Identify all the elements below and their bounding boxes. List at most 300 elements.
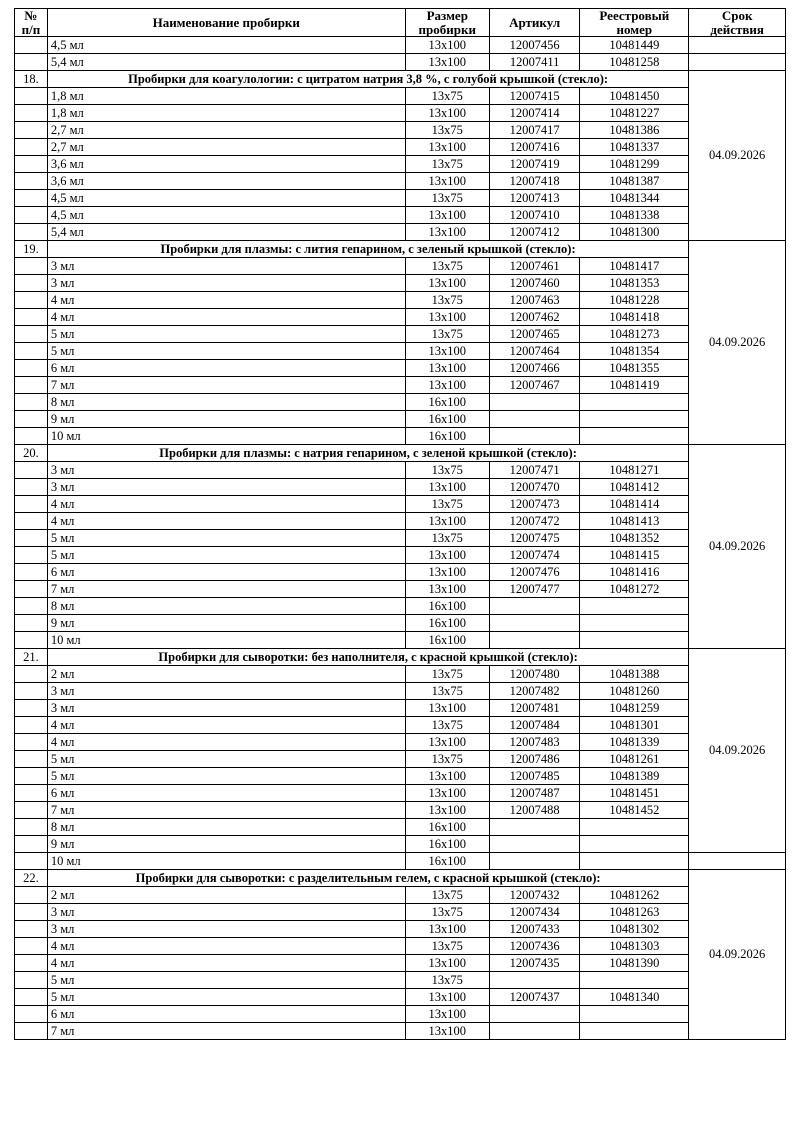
tube-size-cell: 13x100 [405,785,489,802]
registry-number-cell: 10481300 [580,224,689,241]
tube-volume-cell: 3 мл [47,462,405,479]
registry-number-cell: 10481388 [580,666,689,683]
table-row [15,207,786,224]
tube-volume-cell: 7 мл [47,802,405,819]
tube-size-cell: 13x75 [405,938,489,955]
registry-number-cell: 10481299 [580,156,689,173]
tube-size-cell: 13x100 [405,1023,489,1040]
row-number-cell [15,785,48,802]
article-cell: 12007465 [489,326,579,343]
column-header-size-line1: Размер [426,8,468,23]
table-row [15,853,786,870]
table-row [15,496,786,513]
tube-volume-cell: 5 мл [47,547,405,564]
registry-number-cell: 10481450 [580,88,689,105]
tube-volume-cell: 4 мл [47,717,405,734]
table-row [15,411,786,428]
tube-size-cell: 13x100 [405,173,489,190]
article-cell [489,632,579,649]
article-cell: 12007484 [489,717,579,734]
table-row [15,734,786,751]
registry-number-cell: 10481354 [580,343,689,360]
tube-volume-cell: 4 мл [47,292,405,309]
table-row [15,1006,786,1023]
table-row [15,700,786,717]
tube-volume-cell: 3,6 мл [47,156,405,173]
tube-size-cell: 16x100 [405,615,489,632]
registry-number-cell: 10481302 [580,921,689,938]
row-number-cell [15,156,48,173]
validity-term-cell: 04.09.2026 [689,649,786,853]
tube-volume-cell: 5 мл [47,768,405,785]
group-title-cell: Пробирки для сыворотки: без наполнителя, с красной крышкой (стекло): [47,649,688,666]
row-number-cell [15,360,48,377]
article-cell: 12007487 [489,785,579,802]
tube-size-cell: 13x75 [405,751,489,768]
tube-volume-cell: 3 мл [47,258,405,275]
row-number-cell [15,479,48,496]
article-cell: 12007467 [489,377,579,394]
column-header-size [405,9,489,37]
row-number-cell [15,751,48,768]
tube-volume-cell: 10 мл [47,428,405,445]
tube-size-cell: 13x100 [405,309,489,326]
registry-number-cell: 10481413 [580,513,689,530]
article-cell: 12007485 [489,768,579,785]
registry-number-cell: 10481273 [580,326,689,343]
registry-number-cell: 10481227 [580,105,689,122]
row-number-cell [15,955,48,972]
table-row [15,768,786,785]
table-group-row [15,649,786,666]
validity-term-cell: 04.09.2026 [689,71,786,241]
registry-number-cell [580,836,689,853]
tube-volume-cell: 5,4 мл [47,54,405,71]
article-cell: 12007433 [489,921,579,938]
tube-size-cell: 13x75 [405,190,489,207]
article-cell: 12007461 [489,258,579,275]
tube-volume-cell: 10 мл [47,632,405,649]
tube-volume-cell: 5 мл [47,343,405,360]
tube-volume-cell: 4,5 мл [47,190,405,207]
article-cell: 12007416 [489,139,579,156]
article-cell: 12007482 [489,683,579,700]
table-row [15,37,786,54]
row-number-cell [15,88,48,105]
group-title-cell: Пробирки для плазмы: с лития гепарином, с зеленый крышкой (стекло): [47,241,688,258]
tube-volume-cell: 3 мл [47,904,405,921]
table-row [15,530,786,547]
tube-size-cell: 13x100 [405,1006,489,1023]
tube-volume-cell: 4 мл [47,938,405,955]
column-header-size-line2: пробирки [418,21,476,37]
row-number-cell [15,989,48,1006]
tube-size-cell: 16x100 [405,411,489,428]
article-cell: 12007412 [489,224,579,241]
table-body [15,37,786,1040]
article-cell: 12007417 [489,122,579,139]
tube-size-cell: 13x75 [405,683,489,700]
registry-number-cell [580,1006,689,1023]
row-number-cell [15,564,48,581]
article-cell: 12007415 [489,88,579,105]
article-cell [489,1023,579,1040]
table-row [15,972,786,989]
tube-volume-cell: 1,8 мл [47,88,405,105]
validity-term-cell: 04.09.2026 [689,870,786,1040]
registry-number-cell: 10481339 [580,734,689,751]
column-header-article: Артикул [489,9,579,37]
registry-number-cell: 10481451 [580,785,689,802]
table-row [15,564,786,581]
tube-volume-cell: 10 мл [47,853,405,870]
row-number-cell [15,309,48,326]
article-cell [489,853,579,870]
column-header-number-line2: п/п [21,21,41,37]
row-number-cell [15,683,48,700]
tube-volume-cell: 5 мл [47,530,405,547]
table-row [15,54,786,71]
table-row [15,343,786,360]
tube-size-cell: 13x75 [405,972,489,989]
validity-term-cell [689,37,786,54]
tube-volume-cell: 4 мл [47,734,405,751]
registry-number-cell: 10481389 [580,768,689,785]
table-row [15,819,786,836]
article-cell: 12007466 [489,360,579,377]
article-cell [489,836,579,853]
row-number-cell [15,921,48,938]
tube-size-cell: 13x100 [405,513,489,530]
row-number-cell [15,343,48,360]
column-header-term [689,9,786,37]
table-row [15,632,786,649]
table-row [15,887,786,904]
row-number-cell: 19. [15,241,48,258]
row-number-cell: 22. [15,870,48,887]
row-number-cell [15,292,48,309]
row-number-cell [15,768,48,785]
registry-number-cell [580,411,689,428]
table-row [15,989,786,1006]
table-row [15,275,786,292]
group-title-cell: Пробирки для коагулологии: с цитратом натрия 3,8 %, с голубой крышкой (стекло): [47,71,688,88]
registry-number-cell: 10481337 [580,139,689,156]
article-cell [489,428,579,445]
tube-volume-cell: 4 мл [47,513,405,530]
article-cell: 12007483 [489,734,579,751]
registry-number-cell: 10481338 [580,207,689,224]
tube-size-cell: 13x100 [405,224,489,241]
registry-number-cell: 10481414 [580,496,689,513]
table-row [15,666,786,683]
article-cell: 12007471 [489,462,579,479]
table-row [15,88,786,105]
tube-size-cell: 13x75 [405,530,489,547]
column-header-registry-line2: номер [616,21,653,37]
tube-size-cell: 13x75 [405,258,489,275]
tube-size-cell: 13x100 [405,768,489,785]
tube-size-cell: 13x100 [405,989,489,1006]
tube-size-cell: 13x100 [405,802,489,819]
row-number-cell [15,700,48,717]
tube-volume-cell: 6 мл [47,360,405,377]
row-number-cell [15,598,48,615]
validity-term-cell: 04.09.2026 [689,241,786,445]
article-cell [489,598,579,615]
tube-size-cell: 13x100 [405,955,489,972]
tube-size-cell: 13x100 [405,54,489,71]
tube-volume-cell: 7 мл [47,1023,405,1040]
row-number-cell [15,938,48,955]
registry-number-cell: 10481417 [580,258,689,275]
tube-size-cell: 13x100 [405,700,489,717]
row-number-cell [15,105,48,122]
column-header-name: Наименование пробирки [47,9,405,37]
tube-size-cell: 16x100 [405,836,489,853]
tube-volume-cell: 3 мл [47,683,405,700]
tube-size-cell: 13x100 [405,921,489,938]
registry-number-cell: 10481449 [580,37,689,54]
registry-number-cell: 10481452 [580,802,689,819]
table-row [15,105,786,122]
registry-number-cell [580,1023,689,1040]
article-cell: 12007435 [489,955,579,972]
table-row [15,258,786,275]
table-row [15,683,786,700]
tube-volume-cell: 2,7 мл [47,122,405,139]
registry-number-cell [580,394,689,411]
article-cell: 12007437 [489,989,579,1006]
registry-number-cell [580,598,689,615]
table-row [15,547,786,564]
registry-number-cell: 10481390 [580,955,689,972]
registry-number-cell: 10481258 [580,54,689,71]
tube-volume-cell: 4,5 мл [47,207,405,224]
table-row [15,122,786,139]
table-row [15,802,786,819]
registry-number-cell: 10481416 [580,564,689,581]
group-title-cell: Пробирки для сыворотки: с разделительным гелем, с красной крышкой (стекло): [47,870,688,887]
row-number-cell [15,394,48,411]
table-group-row [15,71,786,88]
table-row [15,292,786,309]
row-number-cell [15,581,48,598]
registry-number-cell: 10481301 [580,717,689,734]
row-number-cell [15,904,48,921]
registry-number-cell: 10481355 [580,360,689,377]
article-cell: 12007418 [489,173,579,190]
row-number-cell [15,190,48,207]
tube-size-cell: 13x100 [405,734,489,751]
article-cell: 12007419 [489,156,579,173]
tube-size-cell: 13x75 [405,496,489,513]
row-number-cell [15,632,48,649]
table-row [15,428,786,445]
article-cell: 12007463 [489,292,579,309]
article-cell: 12007472 [489,513,579,530]
table-row [15,309,786,326]
table-row [15,921,786,938]
table-group-row [15,870,786,887]
registry-number-cell [580,615,689,632]
row-number-cell [15,326,48,343]
tube-size-cell: 13x75 [405,887,489,904]
table-row [15,377,786,394]
table-row [15,904,786,921]
tube-volume-cell: 4 мл [47,309,405,326]
registry-number-cell: 10481340 [580,989,689,1006]
tube-volume-cell: 5 мл [47,989,405,1006]
tube-size-cell: 13x100 [405,479,489,496]
article-cell: 12007436 [489,938,579,955]
row-number-cell [15,224,48,241]
tube-size-cell: 13x100 [405,564,489,581]
tube-size-cell: 13x75 [405,462,489,479]
column-header-term-line2: действия [710,21,764,37]
row-number-cell [15,853,48,870]
table-row [15,190,786,207]
table-row [15,598,786,615]
tube-volume-cell: 6 мл [47,785,405,802]
tube-size-cell: 13x100 [405,581,489,598]
row-number-cell [15,887,48,904]
row-number-cell [15,734,48,751]
row-number-cell [15,1023,48,1040]
tube-size-cell: 13x100 [405,37,489,54]
row-number-cell [15,122,48,139]
row-number-cell [15,207,48,224]
table-row [15,513,786,530]
registry-number-cell: 10481418 [580,309,689,326]
table-group-row [15,445,786,462]
tube-volume-cell: 7 мл [47,581,405,598]
tube-size-cell: 13x100 [405,547,489,564]
table-row [15,717,786,734]
article-cell: 12007474 [489,547,579,564]
table-row [15,615,786,632]
row-number-cell [15,836,48,853]
table-group-row [15,241,786,258]
registry-number-cell [580,972,689,989]
article-cell [489,394,579,411]
registry-number-cell: 10481352 [580,530,689,547]
tube-volume-cell: 5,4 мл [47,224,405,241]
row-number-cell: 20. [15,445,48,462]
table-row [15,326,786,343]
tube-size-cell: 13x100 [405,360,489,377]
tube-size-cell: 13x100 [405,139,489,156]
tube-size-cell: 13x75 [405,904,489,921]
tube-specification-table [14,8,786,1040]
row-number-cell [15,802,48,819]
row-number-cell [15,615,48,632]
table-row [15,462,786,479]
registry-number-cell: 10481228 [580,292,689,309]
tube-volume-cell: 9 мл [47,411,405,428]
article-cell [489,411,579,428]
row-number-cell [15,547,48,564]
table-row [15,479,786,496]
registry-number-cell: 10481261 [580,751,689,768]
article-cell: 12007475 [489,530,579,547]
row-number-cell [15,972,48,989]
tube-volume-cell: 9 мл [47,836,405,853]
row-number-cell: 18. [15,71,48,88]
table-row [15,139,786,156]
row-number-cell [15,428,48,445]
tube-volume-cell: 5 мл [47,326,405,343]
table-row [15,156,786,173]
row-number-cell [15,496,48,513]
article-cell [489,615,579,632]
registry-number-cell [580,819,689,836]
tube-size-cell: 16x100 [405,853,489,870]
article-cell: 12007477 [489,581,579,598]
article-cell: 12007411 [489,54,579,71]
tube-size-cell: 16x100 [405,428,489,445]
table-row [15,394,786,411]
tube-size-cell: 13x75 [405,88,489,105]
registry-number-cell: 10481344 [580,190,689,207]
tube-size-cell: 16x100 [405,598,489,615]
row-number-cell [15,258,48,275]
tube-volume-cell: 1,8 мл [47,105,405,122]
tube-volume-cell: 3 мл [47,700,405,717]
tube-volume-cell: 3 мл [47,921,405,938]
tube-size-cell: 13x100 [405,275,489,292]
table-row [15,751,786,768]
column-header-registry-line1: Реестровый [599,8,670,23]
registry-number-cell: 10481262 [580,887,689,904]
article-cell: 12007473 [489,496,579,513]
tube-size-cell: 13x75 [405,292,489,309]
registry-number-cell: 10481412 [580,479,689,496]
tube-size-cell: 13x100 [405,207,489,224]
registry-number-cell: 10481415 [580,547,689,564]
tube-volume-cell: 7 мл [47,377,405,394]
column-header-registry [580,9,689,37]
row-number-cell [15,173,48,190]
tube-volume-cell: 9 мл [47,615,405,632]
tube-volume-cell: 8 мл [47,394,405,411]
registry-number-cell: 10481263 [580,904,689,921]
registry-number-cell: 10481387 [580,173,689,190]
registry-number-cell: 10481259 [580,700,689,717]
registry-number-cell: 10481386 [580,122,689,139]
article-cell: 12007456 [489,37,579,54]
row-number-cell [15,819,48,836]
table-row [15,785,786,802]
article-cell: 12007486 [489,751,579,768]
column-header-number [15,9,48,37]
article-cell: 12007488 [489,802,579,819]
tube-volume-cell: 4 мл [47,496,405,513]
tube-volume-cell: 2 мл [47,666,405,683]
tube-size-cell: 13x75 [405,717,489,734]
article-cell: 12007413 [489,190,579,207]
table-header-row [15,9,786,37]
column-header-term-line1: Срок [721,8,753,23]
tube-volume-cell: 3 мл [47,479,405,496]
article-cell: 12007476 [489,564,579,581]
registry-number-cell: 10481260 [580,683,689,700]
group-title-cell: Пробирки для плазмы: с натрия гепарином, с зеленой крышкой (стекло): [47,445,688,462]
tube-volume-cell: 5 мл [47,972,405,989]
column-header-number-line1: № [24,8,38,23]
validity-term-cell [689,54,786,71]
registry-number-cell: 10481271 [580,462,689,479]
